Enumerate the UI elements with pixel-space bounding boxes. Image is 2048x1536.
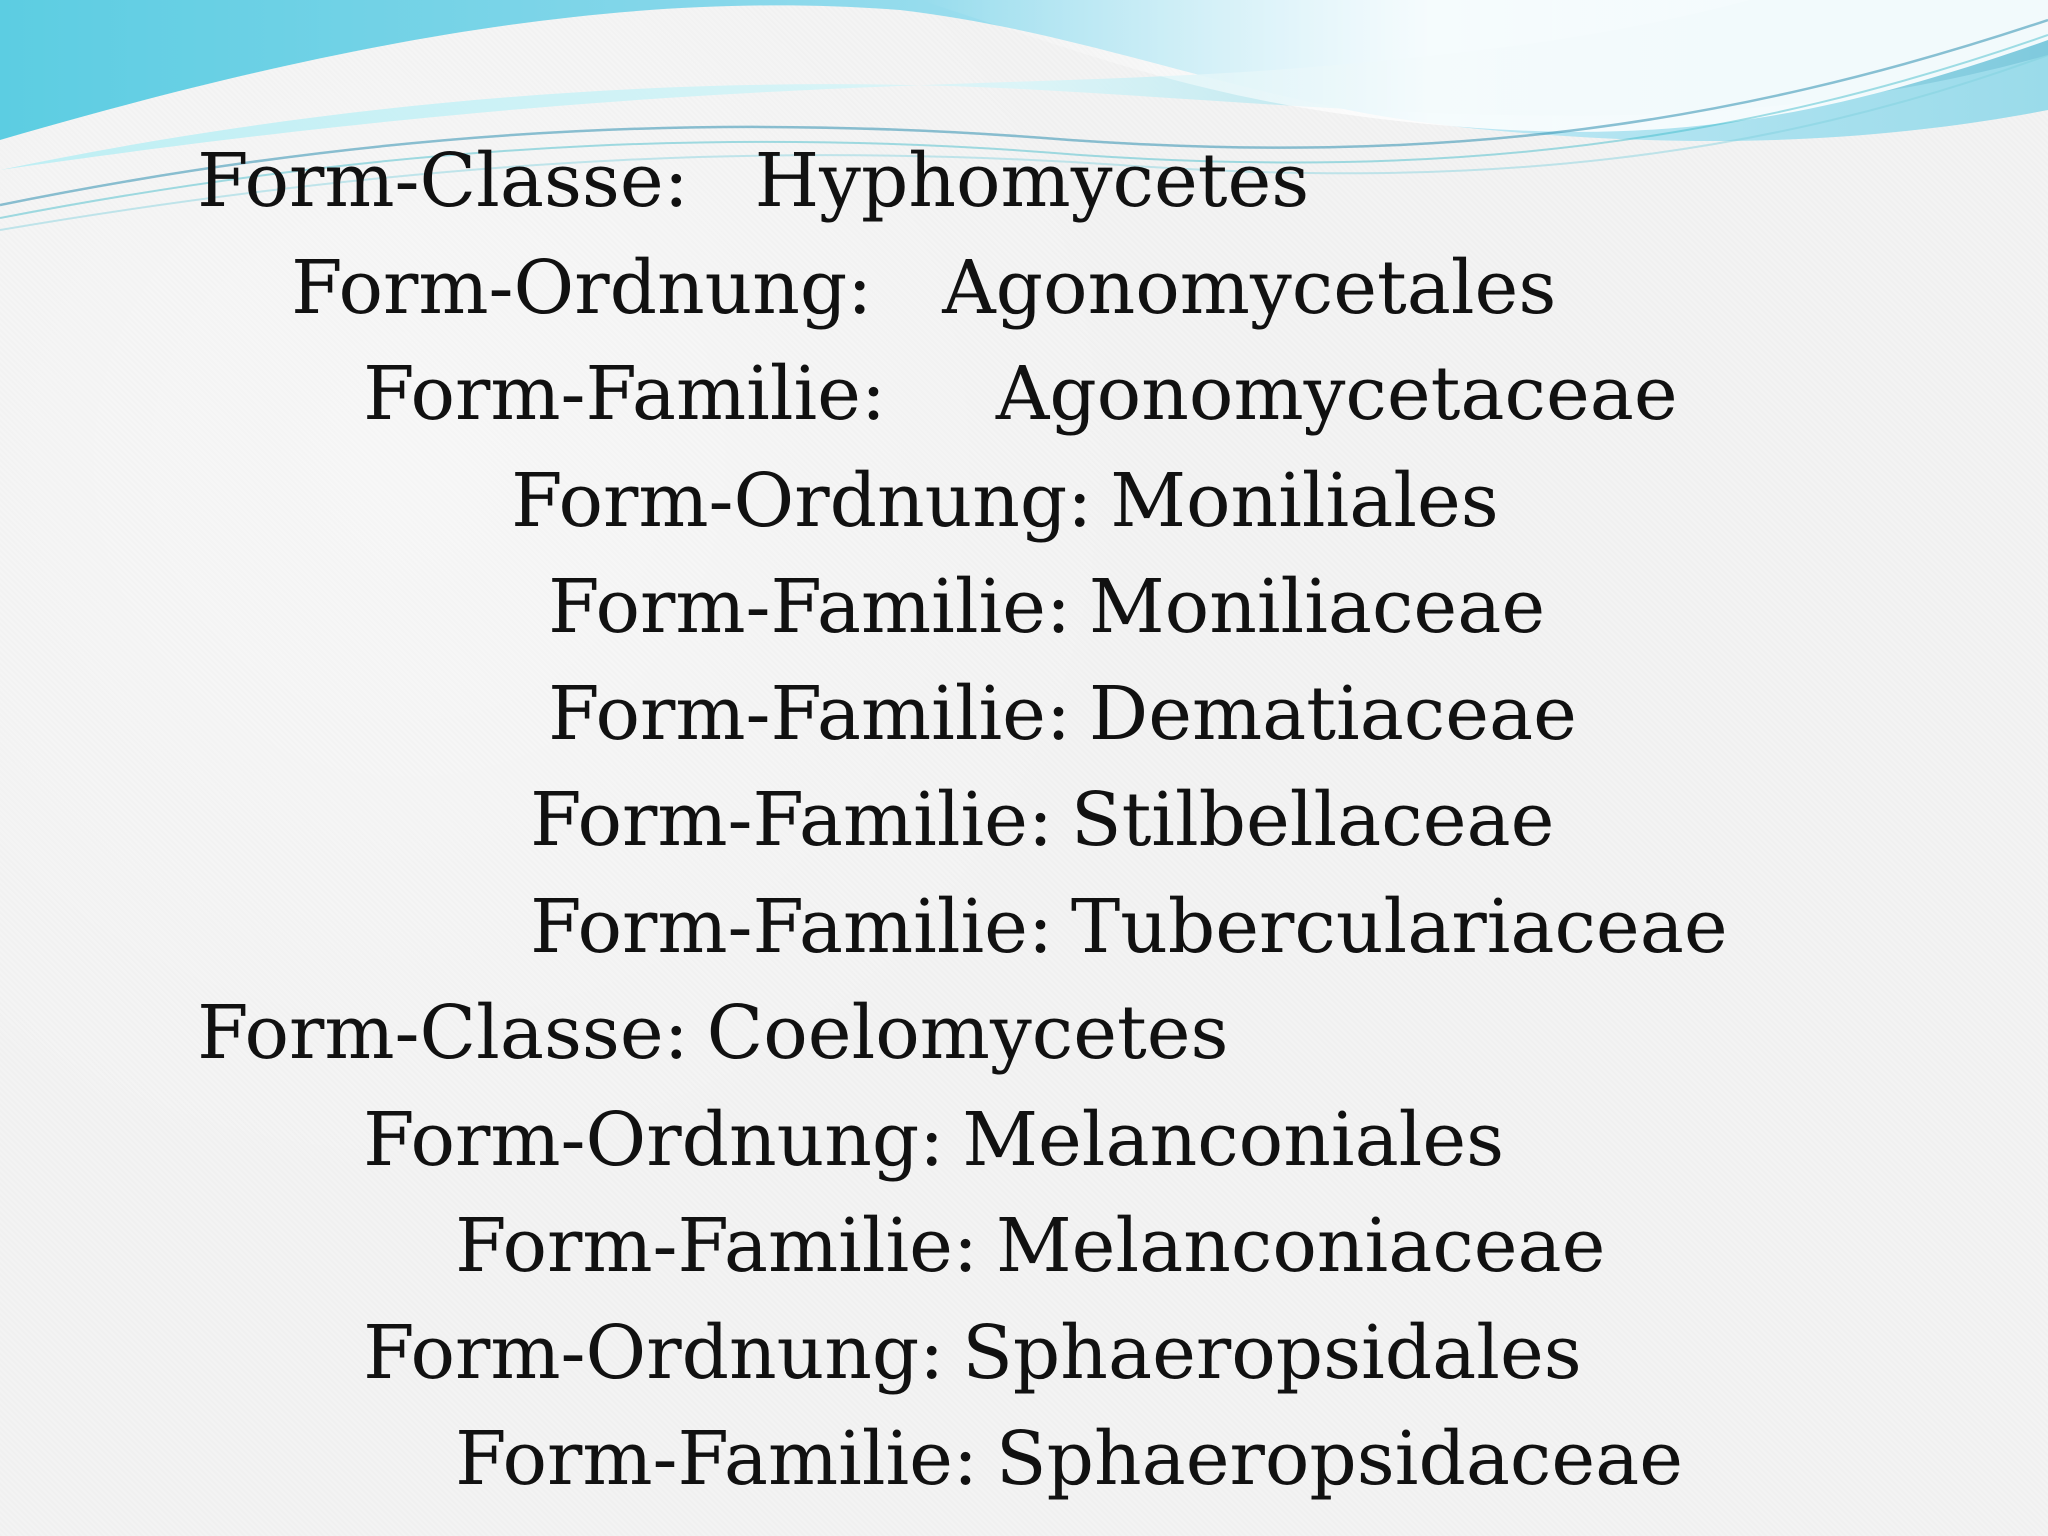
taxonomy-row-value: Hyphomycetes <box>754 138 1310 224</box>
taxonomy-row-label: Form-Classe: <box>197 990 689 1076</box>
taxonomy-row-13 <box>314 1348 1683 1536</box>
taxonomy-row-value: Agonomycetales <box>942 245 1557 331</box>
taxonomy-row-label: Form-Classe: <box>197 138 689 224</box>
taxonomy-row-label: Form-Ordnung: <box>511 458 1093 544</box>
taxonomy-row-value: Agonomycetaceae <box>995 351 1678 437</box>
taxonomy-row-label: Form-Ordnung: <box>363 1310 945 1396</box>
taxonomy-row-value: Dematiaceae <box>1088 671 1577 757</box>
taxonomy-row-label: Form-Ordnung: <box>363 1097 945 1183</box>
taxonomy-row-label: Form-Familie: <box>530 777 1053 863</box>
taxonomy-row-value: Melanconiaceae <box>995 1203 1606 1289</box>
taxonomy-row-value: Moniliaceae <box>1088 564 1546 650</box>
taxonomy-row-value: Melanconiales <box>962 1097 1505 1183</box>
taxonomy-row-label: Form-Familie: <box>530 884 1053 970</box>
taxonomy-row-label: Form-Familie: <box>548 564 1071 650</box>
taxonomy-row-value: Coelomycetes <box>706 990 1229 1076</box>
taxonomy-row-value: Sphaeropsidales <box>962 1310 1582 1396</box>
taxonomy-row-label: Form-Familie: <box>455 1416 978 1502</box>
taxonomy-row-label: Form-Ordnung: <box>291 245 873 331</box>
taxonomy-row-value: Stilbellaceae <box>1070 777 1555 863</box>
taxonomy-row-label: Form-Familie: <box>363 351 886 437</box>
taxonomy-row-label: Form-Familie: <box>455 1203 978 1289</box>
taxonomy-row-value: Sphaeropsidaceae <box>995 1416 1684 1502</box>
taxonomy-row-value: Tuberculariaceae <box>1070 884 1728 970</box>
taxonomy-row-value: Moniliales <box>1110 458 1499 544</box>
taxonomy-row-label: Form-Familie: <box>548 671 1071 757</box>
